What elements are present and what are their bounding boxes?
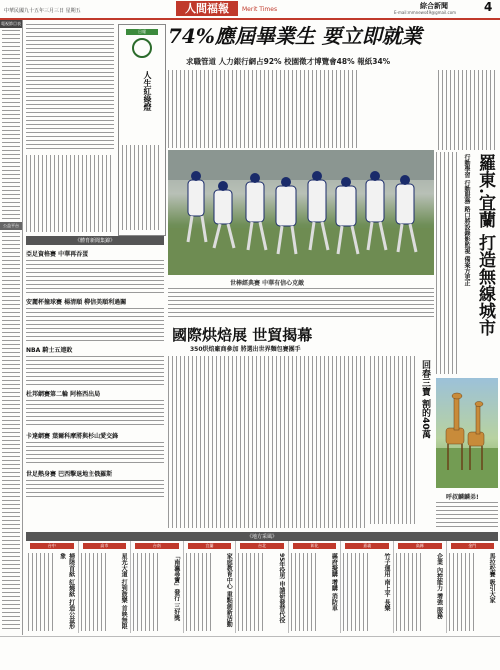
local-col-9 bbox=[447, 541, 499, 633]
masthead-logo: 人間福報 bbox=[176, 1, 238, 16]
brief-body-3 bbox=[26, 356, 164, 386]
local-news-strip bbox=[26, 541, 498, 633]
column-text-vertical bbox=[26, 155, 114, 232]
local-col-5 bbox=[236, 541, 289, 633]
baseball-caption-body bbox=[168, 288, 434, 318]
local-col-6 bbox=[289, 541, 342, 633]
column-text-left bbox=[26, 24, 114, 152]
local-body-1 bbox=[28, 553, 56, 631]
brief-item-2: 安麗杯撞球賽 楊清順 柳信美順利過關 bbox=[26, 299, 127, 306]
giraffe-image bbox=[436, 378, 498, 488]
masthead bbox=[0, 0, 500, 20]
local-body-8 bbox=[396, 553, 424, 631]
local-place-7: 嘉義 bbox=[345, 543, 389, 549]
city-vert-headline: 羅東.宜蘭 打造無線城市 bbox=[475, 154, 495, 336]
brief-body-4 bbox=[26, 400, 164, 428]
baseball-caption: 世棒經典賽 中華有信心克敵 bbox=[230, 280, 305, 287]
local-headline-6: 縣府擬購 增購 消防車 bbox=[330, 553, 338, 612]
local-headline-1: 掃陸首紙 紅燒紙 打造公益形象 bbox=[58, 553, 75, 630]
brief-item-3: NBA 騎士五連敗 bbox=[26, 347, 73, 354]
main-headline: 74%應屆畢業生 要立即就業 bbox=[168, 24, 422, 48]
sidebar-tag: 公益平台 bbox=[0, 222, 22, 230]
local-place-3: 台南 bbox=[135, 543, 179, 549]
local-place-9: 金門 bbox=[451, 543, 495, 549]
brief-body-1 bbox=[26, 260, 164, 294]
local-col-3 bbox=[131, 541, 184, 633]
masthead-logo-sub: Merit Times bbox=[242, 6, 278, 13]
brief-body-5 bbox=[26, 442, 164, 466]
column-title: 人生紅綠燈 bbox=[143, 71, 153, 111]
local-news-bar: 《地方采風》 bbox=[26, 532, 498, 541]
local-place-5: 台北 bbox=[240, 543, 284, 549]
local-place-4: 宜蘭 bbox=[188, 543, 232, 549]
giraffe-photo bbox=[436, 378, 498, 488]
baseball-photo bbox=[168, 150, 434, 275]
city-headline-block bbox=[462, 150, 498, 376]
briefs-section-title: 《體育新聞集錦》 bbox=[26, 236, 164, 245]
local-body-7 bbox=[343, 553, 371, 631]
local-headline-5: 95年役男 申請研發替代役 bbox=[277, 553, 285, 624]
tv-sidebar bbox=[0, 20, 23, 635]
brief-body-6 bbox=[26, 480, 164, 500]
giraffe-caption: 呼叔麟麟弟! bbox=[446, 494, 479, 501]
column-body bbox=[122, 145, 160, 230]
local-body-9 bbox=[449, 553, 477, 631]
local-body-6 bbox=[291, 553, 319, 631]
main-subhead: 求職管道 人力銀行網占92% 校園徵才博覽會48% 報紙34% bbox=[186, 57, 391, 66]
expo-headline: 國際烘焙展 世貿揭幕 bbox=[172, 326, 313, 344]
local-place-8: 高縣 bbox=[398, 543, 442, 549]
brief-body-2 bbox=[26, 308, 164, 342]
brief-item-6: 世足熱身賽 巴西擊退地主俄羅斯 bbox=[26, 471, 113, 478]
column-badge: 日報 bbox=[126, 29, 158, 35]
tv-listing bbox=[2, 30, 20, 220]
column-box bbox=[118, 24, 166, 236]
local-headline-9: 馬拉松賽 吸引大家 bbox=[488, 553, 496, 604]
issue-date: 中華民國九十五年三月三日 星期五 bbox=[4, 8, 81, 14]
local-col-8 bbox=[394, 541, 447, 633]
brief-item-1: 亞足資格賽 中華再吞蛋 bbox=[26, 251, 89, 258]
local-headline-3: 「南瀛尋寶」發行 三好獎 bbox=[172, 553, 180, 622]
city-vert-subhead: 行動學習 行動服務 路口將設錄影監視 備案方更正 bbox=[463, 154, 470, 287]
tv-listing-2 bbox=[2, 232, 20, 632]
local-place-6: 彰化 bbox=[293, 543, 337, 549]
local-body-3 bbox=[133, 553, 161, 631]
local-place-1: 台中 bbox=[30, 543, 74, 549]
giraffe-caption-body bbox=[436, 502, 498, 528]
baseball-players-image bbox=[168, 150, 434, 275]
bottom-rule bbox=[0, 636, 500, 637]
local-body-4 bbox=[186, 553, 214, 631]
local-headline-8: 企業 內控能力 增強 服務 bbox=[435, 553, 443, 620]
page-number: 4 bbox=[484, 0, 493, 14]
local-headline-4: 家庭教育中心 重點創新活動 bbox=[225, 553, 233, 628]
mid-vert-headline: 回春三寶 割的40萬 bbox=[420, 360, 430, 439]
local-place-2: 高市 bbox=[83, 543, 127, 549]
contact-email: E-mail:mmnews49@gmail.com bbox=[394, 10, 457, 15]
brief-item-5: 卡達網賽 葉爾科摩將與杉山愛交鋒 bbox=[26, 433, 119, 440]
brief-item-4: 杜邦網賽第二輪 阿格西出局 bbox=[26, 391, 101, 398]
sidebar-label: 電視節目表 bbox=[1, 21, 21, 26]
mid-story bbox=[370, 356, 434, 528]
local-col-1 bbox=[26, 541, 79, 633]
right-story-body bbox=[438, 70, 496, 150]
local-headline-7: 竹子運用 南上平 長樂 bbox=[382, 553, 390, 612]
main-story-body bbox=[168, 70, 360, 148]
local-body-2 bbox=[81, 553, 109, 631]
expo-subhead: 350烘焙廠商參加 將選出世界麵包賽團手 bbox=[190, 346, 301, 353]
traffic-light-icon bbox=[132, 38, 152, 58]
section-label: 綜合新聞 bbox=[420, 2, 448, 10]
local-col-2 bbox=[79, 541, 132, 633]
city-body bbox=[436, 152, 460, 374]
local-col-7 bbox=[341, 541, 394, 633]
expo-body bbox=[168, 356, 368, 528]
local-headline-2: 星光大道 打到鼓樂 首映無限 bbox=[120, 553, 128, 630]
local-col-4 bbox=[184, 541, 237, 633]
local-body-5 bbox=[238, 553, 266, 631]
mid-vert-body bbox=[370, 356, 416, 524]
sports-briefs bbox=[26, 236, 164, 532]
